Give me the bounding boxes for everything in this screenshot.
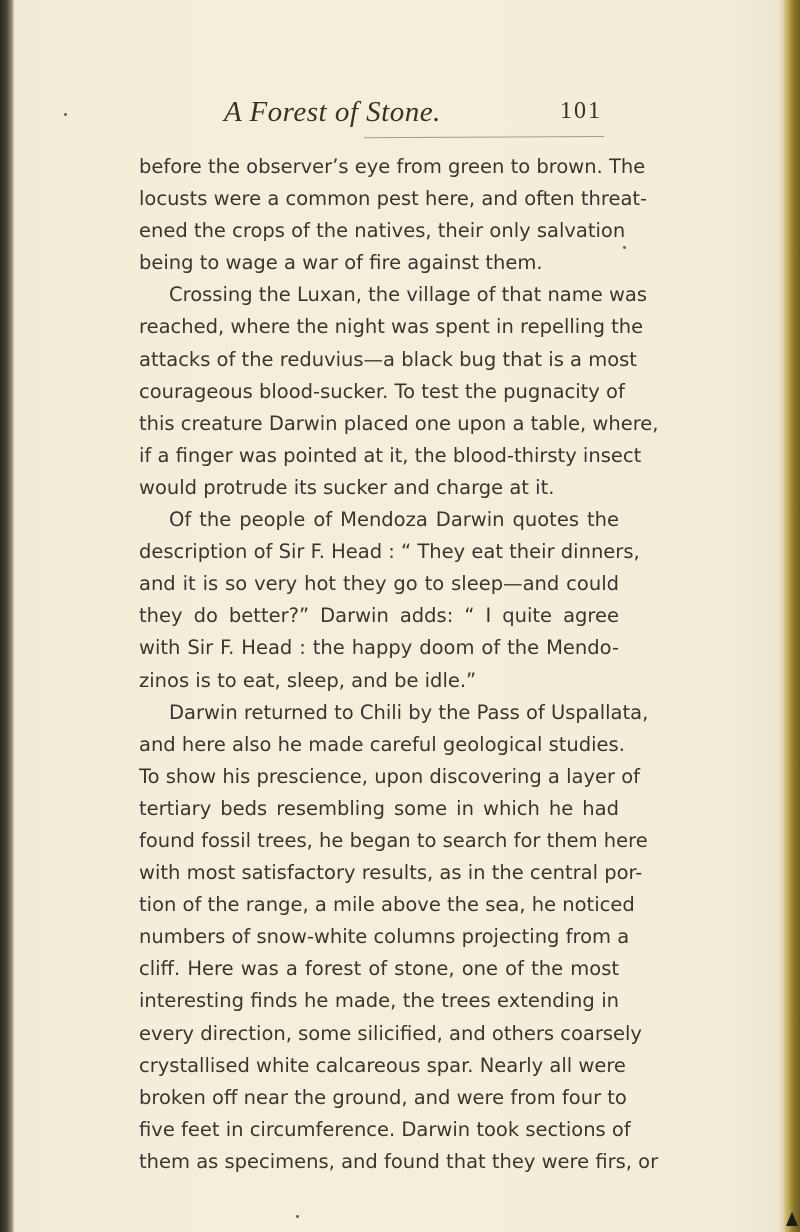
running-title: A Forest of Stone. — [224, 96, 441, 128]
text-line: ened the crops of the natives, their only salvation — [139, 219, 626, 243]
text-line: Darwin returned to Chili by the Pass of Uspallata, — [169, 700, 649, 724]
text-line: reached, where the night was spent in repelling the — [139, 315, 644, 339]
body-text — [139, 151, 659, 1178]
page-header — [224, 96, 604, 140]
text-line: tertiary beds resembling some in which he had — [139, 796, 619, 820]
text-line: description of Sir F. Head : “ They eat their dinners, — [139, 540, 640, 564]
text-line: numbers of snow-white columns projecting from a — [139, 925, 630, 949]
text-line: cliff. Here was a forest of stone, one of the most — [139, 957, 619, 981]
text-line: Of the people of Mendoza Darwin quotes the — [169, 508, 619, 532]
text-line: five feet in circumference. Darwin took sections of — [139, 1117, 631, 1141]
paper-speck — [623, 246, 626, 249]
text-line: interesting finds he made, the trees extending in — [139, 989, 619, 1013]
paper-speck — [64, 113, 67, 116]
text-line: broken off near the ground, and were from four to — [139, 1085, 627, 1109]
text-line: every direction, some silicified, and others coarsely — [139, 1021, 642, 1045]
gilded-page-edge — [784, 0, 800, 1232]
text-line: they do better?” Darwin adds: “ I quite agree — [139, 604, 619, 628]
text-line: found fossil trees, he began to search for them here — [139, 828, 648, 852]
text-line: being to wage a war of fire against them. — [139, 251, 543, 275]
text-line: them as specimens, and found that they were firs, or — [139, 1149, 659, 1173]
header-rule — [364, 136, 604, 138]
book-spine-edge — [0, 0, 14, 1232]
text-line: courageous blood-sucker. To test the pugnacity of — [139, 379, 625, 403]
text-line: would protrude its sucker and charge at it. — [139, 475, 555, 499]
text-line: attacks of the reduvius—a black bug that is a most — [139, 347, 637, 371]
text-line: Crossing the Luxan, the village of that name was — [169, 283, 647, 307]
text-line: and here also he made careful geological studies. — [139, 732, 625, 756]
text-line: To show his prescience, upon discovering a layer of — [139, 764, 640, 788]
text-line: tion of the range, a mile above the sea, he noticed — [139, 893, 635, 917]
text-line: crystallised white calcareous spar. Nearly all were — [139, 1053, 626, 1077]
text-line: and it is so very hot they go to sleep—and could — [139, 572, 619, 596]
page-number: 101 — [560, 98, 602, 124]
text-line: if a finger was pointed at it, the blood-thirsty insect — [139, 443, 642, 467]
text-line: before the observer’s eye from green to brown. The — [139, 155, 646, 178]
paper-speck — [296, 1215, 299, 1218]
text-line: zinos is to eat, sleep, and be idle.” — [139, 668, 477, 692]
text-line: locusts were a common pest here, and often threat- — [139, 187, 648, 211]
text-line: with most satisfactory results, as in the central por- — [139, 861, 643, 885]
text-line: this creature Darwin placed one upon a table, where, — [139, 411, 659, 435]
text-line: with Sir F. Head : the happy doom of the Mendo- — [139, 636, 619, 660]
